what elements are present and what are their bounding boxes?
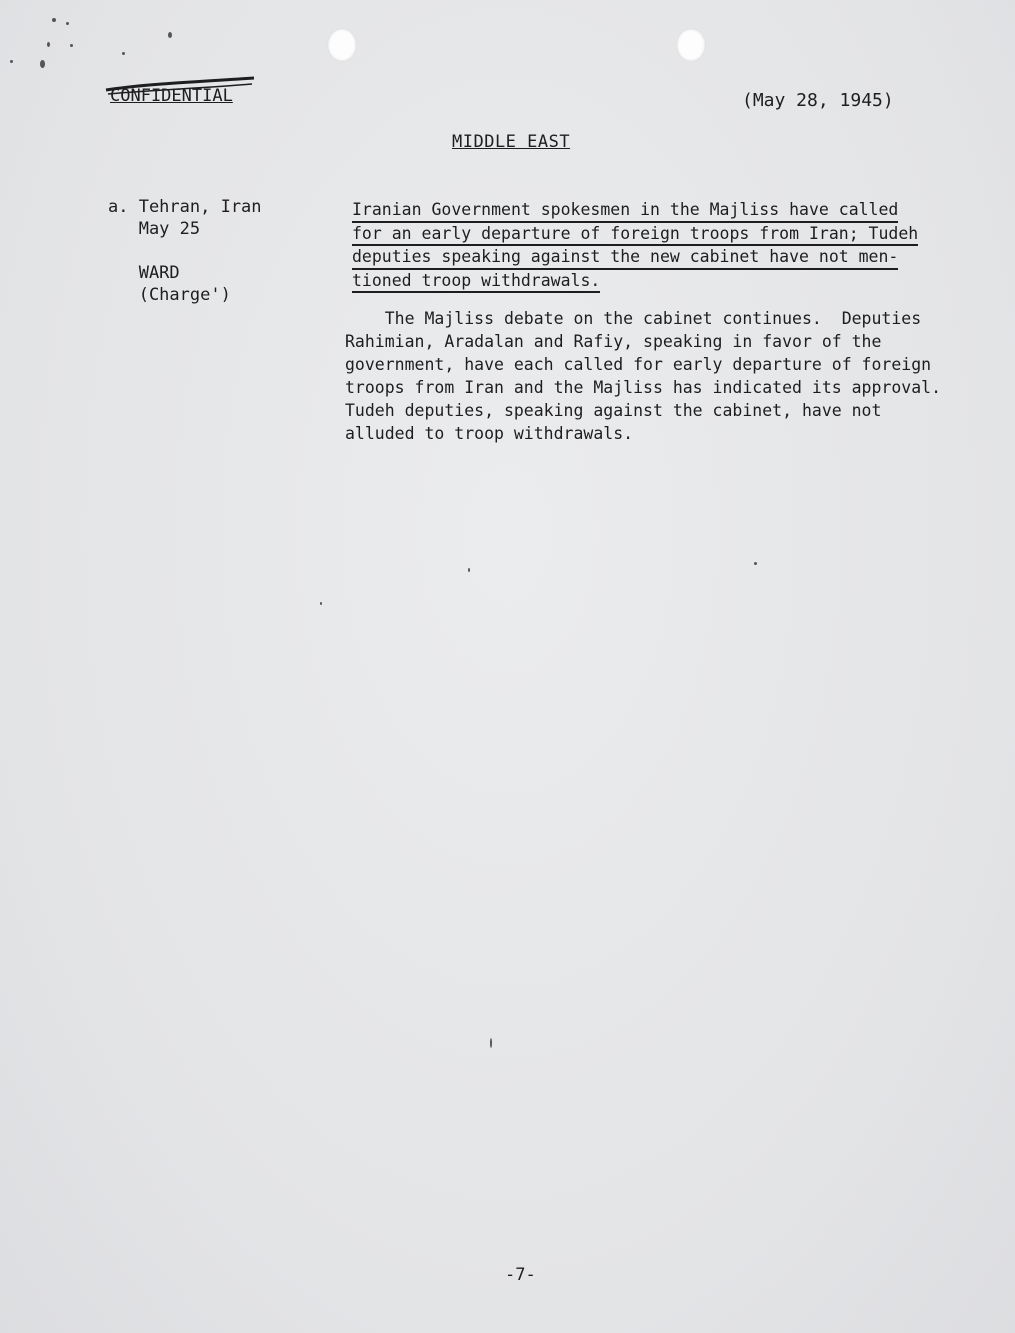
summary-line: Iranian Government spokesmen in the Majliss have called — [352, 199, 898, 223]
source-line: a. Tehran, Iran — [108, 197, 262, 217]
paper-speck — [320, 602, 322, 605]
source-line — [108, 240, 262, 262]
body-line: troops from Iran and the Majliss has indicated its approval. — [345, 378, 942, 397]
classification-marking: CONFIDENTIAL — [110, 86, 233, 106]
source-line: May 25 — [108, 219, 201, 239]
body-line: alluded to troop withdrawals. — [345, 424, 634, 443]
summary-line: deputies speaking against the new cabinet have not men- — [352, 246, 898, 270]
punch-hole-left — [327, 28, 357, 62]
paper-speck — [468, 568, 470, 572]
section-title: MIDDLE EAST — [452, 132, 571, 152]
summary-line: tioned troop withdrawals. — [352, 270, 600, 294]
source-block — [108, 196, 262, 306]
paper-speck — [52, 18, 56, 22]
document-date: (May 28, 1945) — [742, 90, 894, 111]
paper-speck — [168, 32, 172, 38]
paper-speck — [47, 42, 50, 47]
source-line: WARD — [108, 263, 180, 283]
summary-paragraph — [352, 199, 992, 293]
punch-hole-right — [676, 28, 706, 62]
body-line: The Majliss debate on the cabinet continues. Deputies — [345, 309, 922, 328]
body-line: Rahimian, Aradalan and Rafiy, speaking in favor of the — [345, 332, 882, 351]
paper-speck — [66, 22, 69, 25]
paper-speck — [754, 562, 757, 565]
body-paragraph — [345, 307, 995, 445]
body-line: government, have each called for early departure of foreign — [345, 355, 932, 374]
summary-line: for an early departure of foreign troops from Iran; Tudeh — [352, 223, 918, 247]
paper-speck — [10, 60, 13, 63]
source-line: (Charge') — [108, 285, 231, 305]
paper-speck — [490, 1038, 492, 1048]
paper-speck — [122, 52, 125, 55]
classification-strikethrough — [104, 74, 256, 104]
paper-speck — [70, 44, 73, 47]
paper-speck — [40, 60, 45, 68]
body-line: Tudeh deputies, speaking against the cabinet, have not — [345, 401, 882, 420]
page-number: -7- — [505, 1265, 536, 1285]
